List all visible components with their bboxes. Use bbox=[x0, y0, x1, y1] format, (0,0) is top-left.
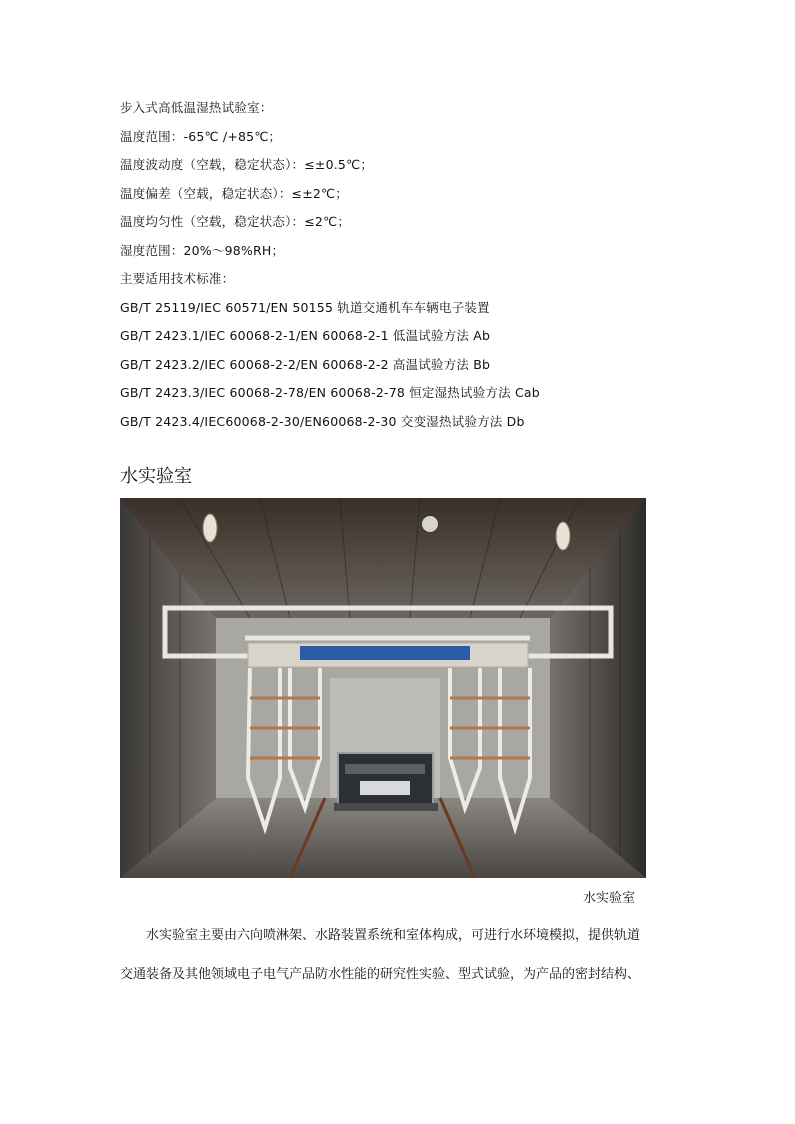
standard-item: GB/T 25119/IEC 60571/EN 50155 轨道交通机车车辆电子装置 bbox=[120, 299, 490, 315]
spec-temperature-uniformity: 温度均匀性（空载，稳定状态）：≤2℃； bbox=[120, 214, 351, 229]
spec-humidity-range: 湿度范围：20%～98%RH； bbox=[120, 242, 285, 258]
photo-caption: 水实验室 bbox=[583, 891, 636, 906]
water-lab-photo bbox=[120, 498, 646, 878]
standard-item: GB/T 2423.2/IEC 60068-2-2/EN 60068-2-2 高温试验方法 Bb bbox=[120, 356, 491, 372]
standard-item: GB/T 2423.4/IEC60068-2-30/EN60068-2-30 交变湿热试验方法 Db bbox=[120, 413, 525, 429]
spec-heading: 步入式高低温湿热试验室： bbox=[120, 100, 273, 115]
standard-item: GB/T 2423.3/IEC 60068-2-78/EN 60068-2-78 恒定湿热试验方法 Cab bbox=[120, 385, 540, 400]
spec-list bbox=[120, 98, 720, 440]
paragraph-line: 交通装备及其他领域电子电气产品防水性能的研究性实验、型式试验，为产品的密封结构、 bbox=[120, 967, 641, 982]
standard-item: GB/T 2423.1/IEC 60068-2-1/EN 60068-2-1 低温试验方法 Ab bbox=[120, 328, 491, 343]
paragraph-line: 水实验室主要由六向喷淋架、水路装置系统和室体构成，可进行水环境模拟，提供轨道 bbox=[146, 928, 641, 943]
spec-temperature-deviation: 温度偏差（空载，稳定状态）：≤±2℃； bbox=[120, 185, 348, 201]
spec-temperature-fluctuation: 温度波动度（空载，稳定状态）：≤±0.5℃； bbox=[120, 157, 374, 172]
section-title: 水实验室 bbox=[120, 466, 192, 487]
spec-standards-heading: 主要适用技术标准： bbox=[120, 271, 235, 286]
spec-temperature-range: 温度范围：-65℃ /+85℃； bbox=[120, 128, 282, 144]
